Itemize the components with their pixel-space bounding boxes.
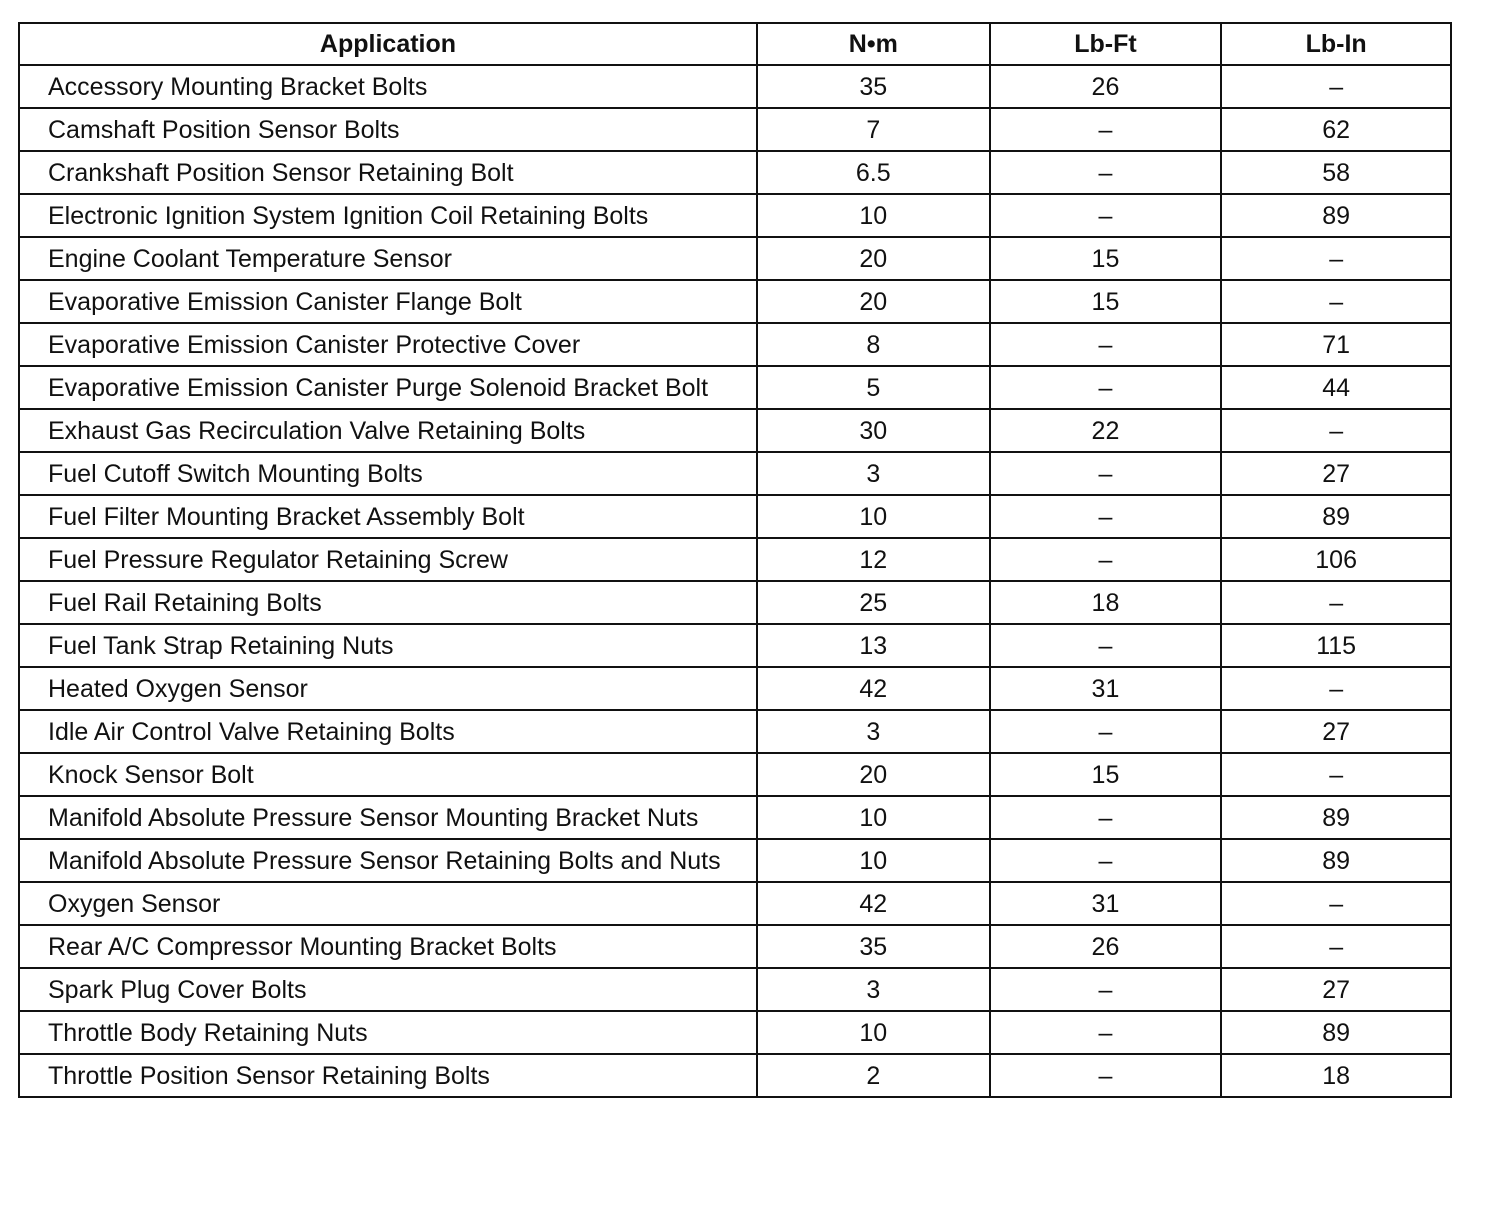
nm-cell: 35 [757,925,990,968]
lb-in-cell: 44 [1221,366,1451,409]
lb-ft-cell: 15 [990,280,1222,323]
application-cell: Exhaust Gas Recirculation Valve Retaining Bolts [19,409,757,452]
nm-cell: 3 [757,452,990,495]
lb-ft-cell: – [990,968,1222,1011]
application-cell: Camshaft Position Sensor Bolts [19,108,757,151]
header-application: Application [19,23,757,65]
lb-in-cell: 71 [1221,323,1451,366]
nm-cell: 42 [757,667,990,710]
nm-cell: 20 [757,237,990,280]
table-row [19,925,1451,968]
table-row [19,839,1451,882]
nm-cell: 3 [757,968,990,1011]
lb-ft-cell: – [990,452,1222,495]
application-cell: Heated Oxygen Sensor [19,667,757,710]
table-row [19,882,1451,925]
application-cell: Crankshaft Position Sensor Retaining Bolt [19,151,757,194]
lb-in-cell: 27 [1221,968,1451,1011]
table-row [19,452,1451,495]
lb-ft-cell: 26 [990,65,1222,108]
table-row [19,581,1451,624]
application-cell: Knock Sensor Bolt [19,753,757,796]
lb-ft-cell: – [990,538,1222,581]
table-row [19,667,1451,710]
table-row [19,1011,1451,1054]
lb-in-cell: – [1221,237,1451,280]
table-row [19,409,1451,452]
table-row [19,1054,1451,1097]
header-lb-in: Lb-In [1221,23,1451,65]
table-row [19,108,1451,151]
application-cell: Idle Air Control Valve Retaining Bolts [19,710,757,753]
table-row [19,495,1451,538]
table-row [19,796,1451,839]
application-cell: Manifold Absolute Pressure Sensor Retaining Bolts and Nuts [19,839,757,882]
application-cell: Throttle Position Sensor Retaining Bolts [19,1054,757,1097]
nm-cell: 8 [757,323,990,366]
lb-in-cell: 89 [1221,495,1451,538]
table-row [19,65,1451,108]
table-row [19,710,1451,753]
application-cell: Fuel Cutoff Switch Mounting Bolts [19,452,757,495]
application-cell: Evaporative Emission Canister Purge Solenoid Bracket Bolt [19,366,757,409]
lb-ft-cell: – [990,796,1222,839]
application-cell: Accessory Mounting Bracket Bolts [19,65,757,108]
nm-cell: 42 [757,882,990,925]
application-cell: Evaporative Emission Canister Protective Cover [19,323,757,366]
lb-in-cell: – [1221,409,1451,452]
lb-ft-cell: – [990,194,1222,237]
table-row [19,280,1451,323]
application-cell: Fuel Pressure Regulator Retaining Screw [19,538,757,581]
lb-in-cell: 18 [1221,1054,1451,1097]
table-row [19,151,1451,194]
nm-cell: 12 [757,538,990,581]
nm-cell: 6.5 [757,151,990,194]
lb-in-cell: – [1221,753,1451,796]
lb-in-cell: – [1221,925,1451,968]
lb-in-cell: 62 [1221,108,1451,151]
table-row [19,968,1451,1011]
table-row [19,237,1451,280]
lb-ft-cell: – [990,108,1222,151]
application-cell: Electronic Ignition System Ignition Coil Retaining Bolts [19,194,757,237]
lb-ft-cell: 31 [990,667,1222,710]
lb-ft-cell: – [990,839,1222,882]
nm-cell: 10 [757,194,990,237]
lb-ft-cell: 31 [990,882,1222,925]
lb-ft-cell: 15 [990,237,1222,280]
table-row [19,323,1451,366]
application-cell: Throttle Body Retaining Nuts [19,1011,757,1054]
lb-in-cell: – [1221,280,1451,323]
nm-cell: 25 [757,581,990,624]
table-row [19,624,1451,667]
lb-in-cell: 115 [1221,624,1451,667]
lb-ft-cell: 15 [990,753,1222,796]
nm-cell: 10 [757,839,990,882]
application-cell: Oxygen Sensor [19,882,757,925]
header-row [19,23,1451,65]
lb-in-cell: 89 [1221,1011,1451,1054]
lb-ft-cell: 26 [990,925,1222,968]
lb-in-cell: 106 [1221,538,1451,581]
application-cell: Engine Coolant Temperature Sensor [19,237,757,280]
lb-ft-cell: – [990,624,1222,667]
lb-in-cell: – [1221,581,1451,624]
table-row [19,366,1451,409]
lb-in-cell: 89 [1221,796,1451,839]
lb-in-cell: 27 [1221,452,1451,495]
table-body [19,65,1451,1097]
nm-cell: 5 [757,366,990,409]
application-cell: Evaporative Emission Canister Flange Bolt [19,280,757,323]
nm-cell: 7 [757,108,990,151]
application-cell: Fuel Rail Retaining Bolts [19,581,757,624]
header-lb-ft: Lb-Ft [990,23,1222,65]
lb-ft-cell: – [990,1054,1222,1097]
table-row [19,538,1451,581]
lb-in-cell: – [1221,882,1451,925]
lb-ft-cell: – [990,1011,1222,1054]
header-nm: N•m [757,23,990,65]
nm-cell: 35 [757,65,990,108]
table-row [19,753,1451,796]
nm-cell: 2 [757,1054,990,1097]
application-cell: Fuel Filter Mounting Bracket Assembly Bolt [19,495,757,538]
application-cell: Manifold Absolute Pressure Sensor Mounting Bracket Nuts [19,796,757,839]
lb-ft-cell: – [990,323,1222,366]
nm-cell: 20 [757,280,990,323]
nm-cell: 13 [757,624,990,667]
lb-ft-cell: – [990,710,1222,753]
lb-in-cell: – [1221,667,1451,710]
lb-ft-cell: – [990,495,1222,538]
application-cell: Spark Plug Cover Bolts [19,968,757,1011]
lb-ft-cell: – [990,366,1222,409]
application-cell: Rear A/C Compressor Mounting Bracket Bolts [19,925,757,968]
application-cell: Fuel Tank Strap Retaining Nuts [19,624,757,667]
nm-cell: 30 [757,409,990,452]
lb-ft-cell: 22 [990,409,1222,452]
lb-in-cell: – [1221,65,1451,108]
nm-cell: 3 [757,710,990,753]
lb-in-cell: 89 [1221,839,1451,882]
lb-in-cell: 89 [1221,194,1451,237]
nm-cell: 10 [757,495,990,538]
table-row [19,194,1451,237]
nm-cell: 10 [757,796,990,839]
lb-ft-cell: – [990,151,1222,194]
nm-cell: 10 [757,1011,990,1054]
nm-cell: 20 [757,753,990,796]
torque-specifications-table [18,22,1452,1098]
lb-in-cell: 27 [1221,710,1451,753]
lb-in-cell: 58 [1221,151,1451,194]
lb-ft-cell: 18 [990,581,1222,624]
